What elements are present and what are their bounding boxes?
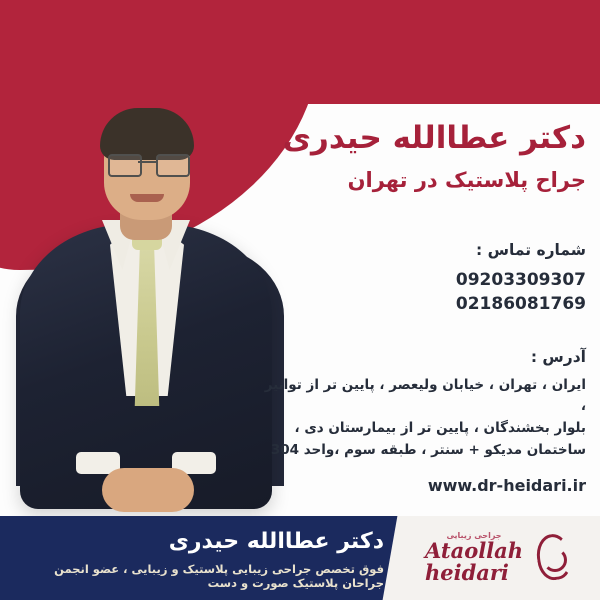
footer-doctor-name: دکتر عطاالله حیدری: [168, 529, 384, 554]
doctor-portrait: [6, 96, 296, 506]
logo-word-bottom: heidari: [424, 560, 509, 586]
portrait-hands: [102, 468, 194, 512]
logo-word-top: Ataollah: [424, 538, 524, 564]
spacer: [256, 317, 586, 347]
doctor-name: دکتر عطاالله حیدری: [282, 120, 586, 156]
logo-wordmark: [425, 532, 523, 584]
doctor-specialty: جراح پلاستیک در تهران: [347, 167, 586, 192]
face-profile-icon: [529, 530, 573, 586]
logo-top-text: جراحی زیبایی: [446, 530, 502, 540]
swirl-shape: [543, 548, 567, 572]
website-url[interactable]: www.dr-heidari.ir: [427, 475, 586, 495]
brand-logo[interactable]: [404, 516, 600, 600]
background-maroon-band: [0, 0, 600, 104]
portrait-mouth: [130, 194, 164, 202]
footer-text: [0, 516, 404, 600]
portrait-hair: [100, 108, 194, 160]
address-line-3: ساختمان مدیکو + سنتر ، طبقه سوم ،واحد 304: [270, 442, 586, 459]
glasses-icon-right: [156, 154, 190, 177]
contact-label: شماره تماس :: [476, 240, 586, 259]
logo-inner: [425, 530, 579, 586]
glasses-bridge: [138, 161, 156, 163]
address-line-1: ایران ، تهران ، خیابان ولیعصر ، پایین تر از توانیر ،: [264, 376, 586, 415]
address-label: آدرس :: [530, 347, 586, 366]
phone-number-1[interactable]: 09203309307: [455, 269, 586, 290]
info-panel: [256, 120, 586, 495]
phone-number-2[interactable]: 02186081769: [455, 294, 586, 315]
footer-bar: [0, 516, 600, 600]
footer-subtitle: فوق تخصص جراحی زیبایی پلاستیک و زیبایی ، عضو انجمن جراحان پلاستیک صورت و دست: [54, 561, 384, 591]
address-line-2: بلوار بخشندگان ، پایین تر از بیمارستان دی ،: [294, 420, 586, 437]
glasses-icon: [108, 154, 142, 177]
